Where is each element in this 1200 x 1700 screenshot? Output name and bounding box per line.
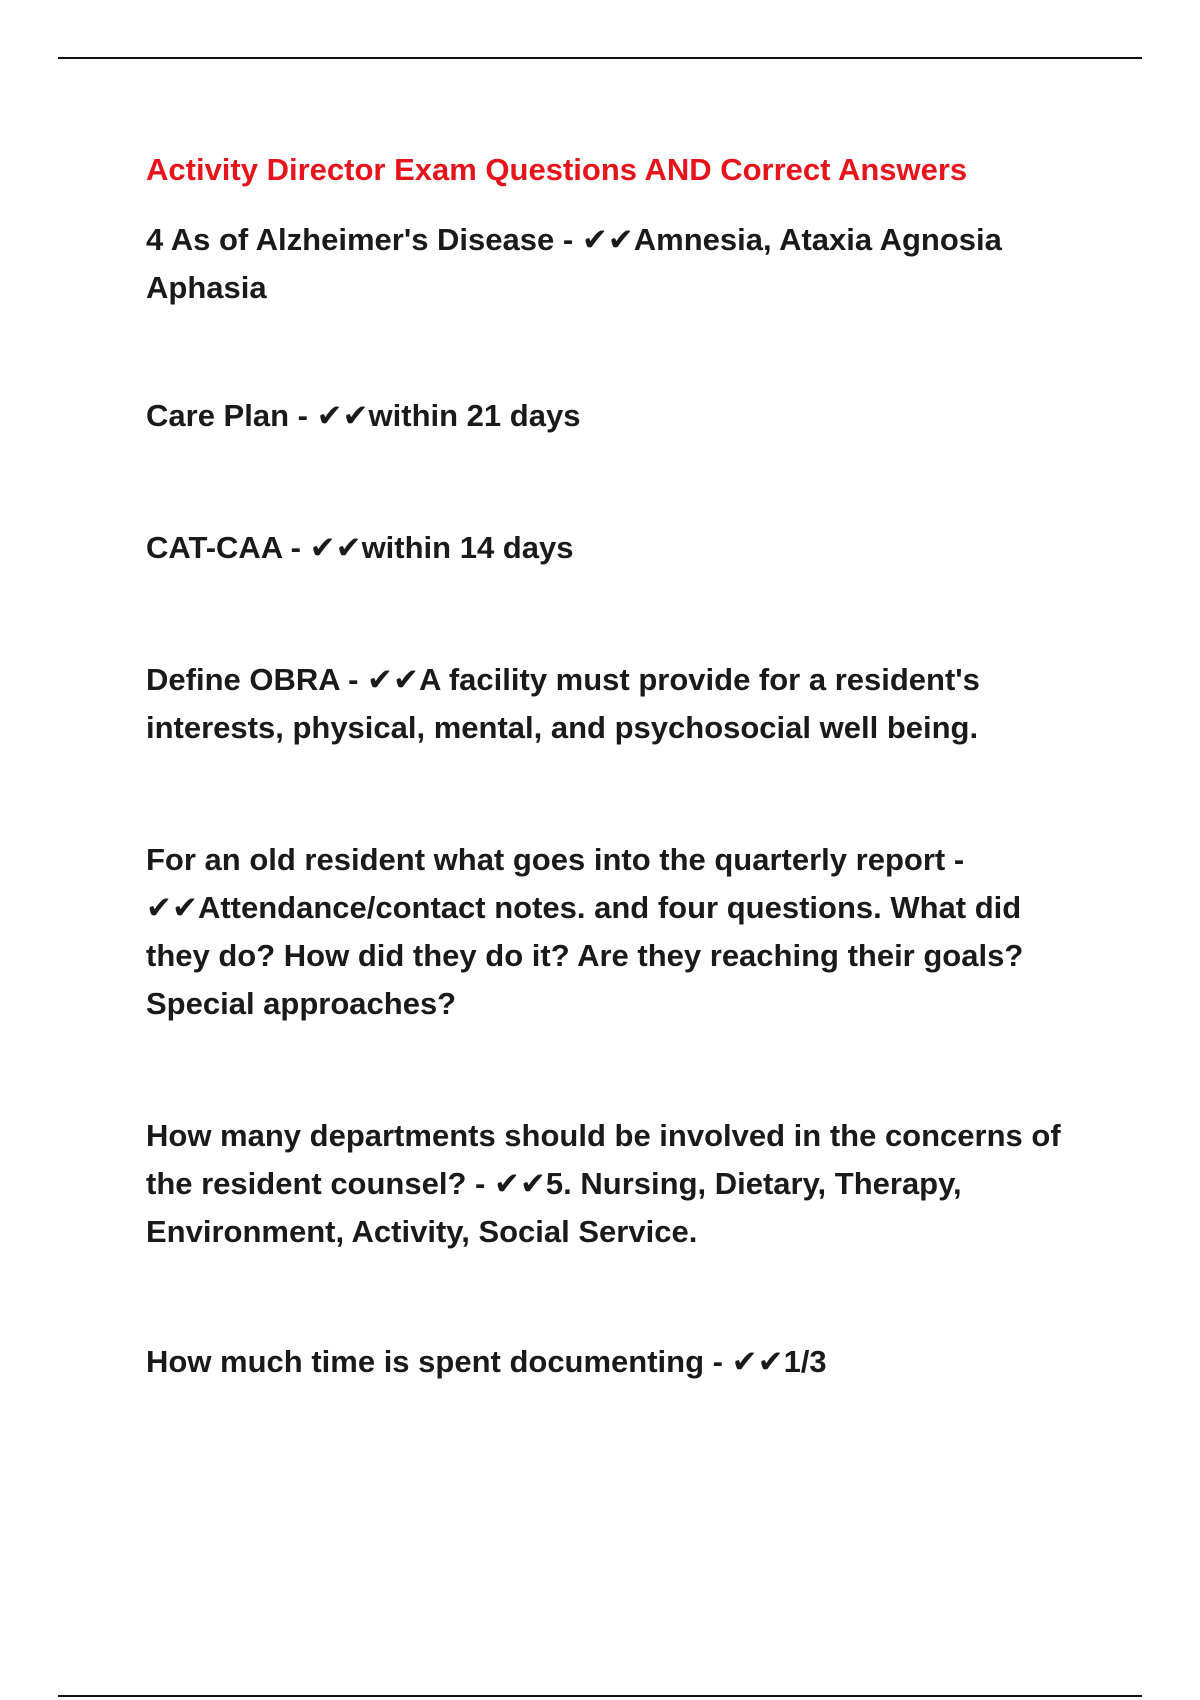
answer: Attendance/contact notes. and four questions. What did they do? How did they do it? Are they reaching their goals? Special approaches?	[146, 890, 1024, 1021]
question: 4 As of Alzheimer's Disease	[146, 222, 555, 257]
question: Care Plan	[146, 398, 290, 433]
answer: 5. Nursing, Dietary, Therapy, Environment, Activity, Social Service.	[146, 1166, 962, 1249]
question: Define OBRA	[146, 662, 340, 697]
top-rule	[58, 57, 1142, 59]
question: For an old resident what goes into the quarterly report	[146, 842, 946, 877]
separator: -	[282, 530, 310, 565]
document-title: Activity Director Exam Questions AND Correct Answers	[146, 152, 968, 187]
answer: 1/3	[783, 1344, 827, 1379]
separator: -	[289, 398, 317, 433]
check-mark-icon: ✔✔	[146, 890, 198, 926]
check-mark-icon: ✔✔	[316, 398, 369, 434]
qa-item	[146, 216, 1086, 312]
check-mark-icon: ✔✔	[581, 222, 634, 258]
question: How much time is spent documenting	[146, 1344, 705, 1379]
qa-item	[146, 1338, 1086, 1386]
answer: A facility must provide for a resident's interests, physical, mental, and psychosocial well being.	[146, 662, 980, 745]
check-mark-icon: ✔✔	[493, 1166, 546, 1202]
separator: -	[466, 1166, 494, 1201]
check-mark-icon: ✔✔	[731, 1344, 784, 1380]
check-mark-icon: ✔✔	[367, 662, 419, 698]
check-mark-icon: ✔✔	[309, 530, 362, 566]
separator: -	[339, 662, 368, 697]
question: CAT-CAA	[146, 530, 283, 565]
bottom-rule	[58, 1695, 1142, 1697]
qa-list	[146, 216, 1086, 1386]
separator: -	[945, 842, 965, 877]
qa-item	[146, 524, 1086, 572]
separator: -	[554, 222, 582, 257]
qa-item	[146, 1112, 1086, 1256]
qa-item	[146, 656, 1086, 752]
qa-item	[146, 836, 1086, 1028]
answer: Amnesia, Ataxia Agnosia Aphasia	[146, 222, 1002, 305]
question: How many departments should be involved in the concerns of the resident counsel?	[146, 1118, 1061, 1201]
separator: -	[704, 1344, 732, 1379]
answer: within 21 days	[368, 398, 581, 433]
answer: within 14 days	[361, 530, 574, 565]
document-body	[146, 150, 1086, 1386]
qa-item	[146, 392, 1086, 440]
